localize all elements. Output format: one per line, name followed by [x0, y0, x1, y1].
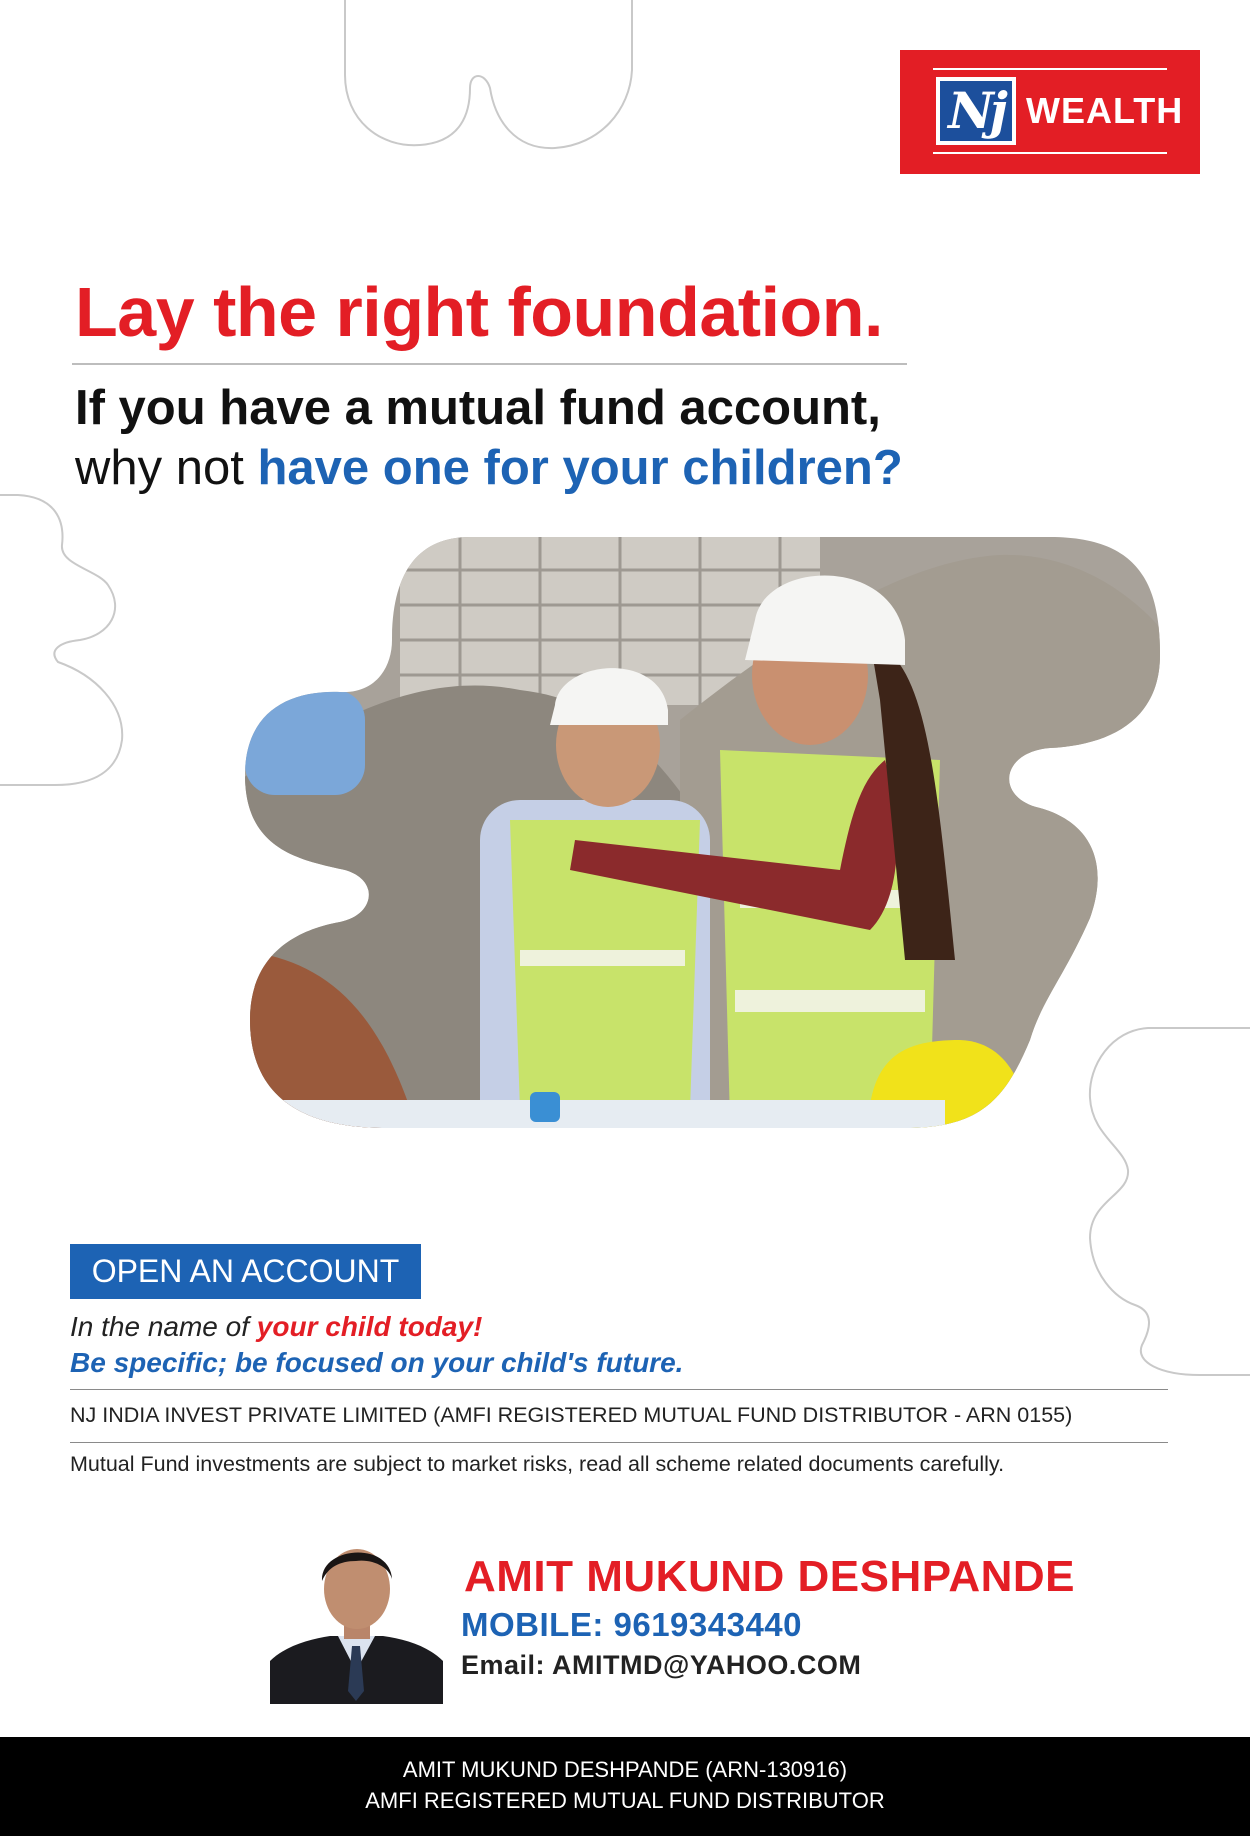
- footer-line-2: AMFI REGISTERED MUTUAL FUND DISTRIBUTOR: [365, 1788, 885, 1813]
- risk-disclaimer: Mutual Fund investments are subject to market risks, read all scheme related documents carefully.: [70, 1452, 1005, 1476]
- cta-line-1: [70, 1309, 482, 1345]
- cta-line-1-plain: In the name of: [70, 1311, 257, 1342]
- subheadline-accent: have one for your children?: [257, 441, 903, 495]
- distributor-email: Email: AMITMD@YAHOO.COM: [461, 1650, 862, 1680]
- subheadline-line-1: If you have a mutual fund account,: [75, 381, 881, 435]
- distributor-mobile: MOBILE: 9619343440: [461, 1606, 803, 1643]
- distributor-photo: [270, 1531, 443, 1704]
- cta-line-1-accent: your child today!: [256, 1311, 483, 1342]
- logo-wordmark: WEALTH: [1026, 90, 1184, 131]
- subheadline-plain: why not: [75, 441, 258, 495]
- main-headline: Lay the right foundation.: [75, 273, 883, 351]
- distributor-portrait-illustration: [270, 1531, 443, 1704]
- footer-line-1: AMIT MUKUND DESHPANDE (ARN-130916): [402, 1757, 848, 1782]
- footer-bar: [0, 1737, 1250, 1836]
- company-disclosure: NJ INDIA INVEST PRIVATE LIMITED (AMFI REGISTERED MUTUAL FUND DISTRIBUTOR - ARN 0155): [70, 1403, 1073, 1427]
- nj-logo-mark-text: Nj: [940, 81, 1012, 141]
- divider-middle: [70, 1442, 1168, 1443]
- distributor-name: AMIT MUKUND DESHPANDE: [464, 1552, 1076, 1601]
- cta-line-2: Be specific; be focused on your child's future.: [70, 1347, 684, 1378]
- open-account-button[interactable]: OPEN AN ACCOUNT: [70, 1244, 421, 1299]
- divider-top: [70, 1389, 1168, 1390]
